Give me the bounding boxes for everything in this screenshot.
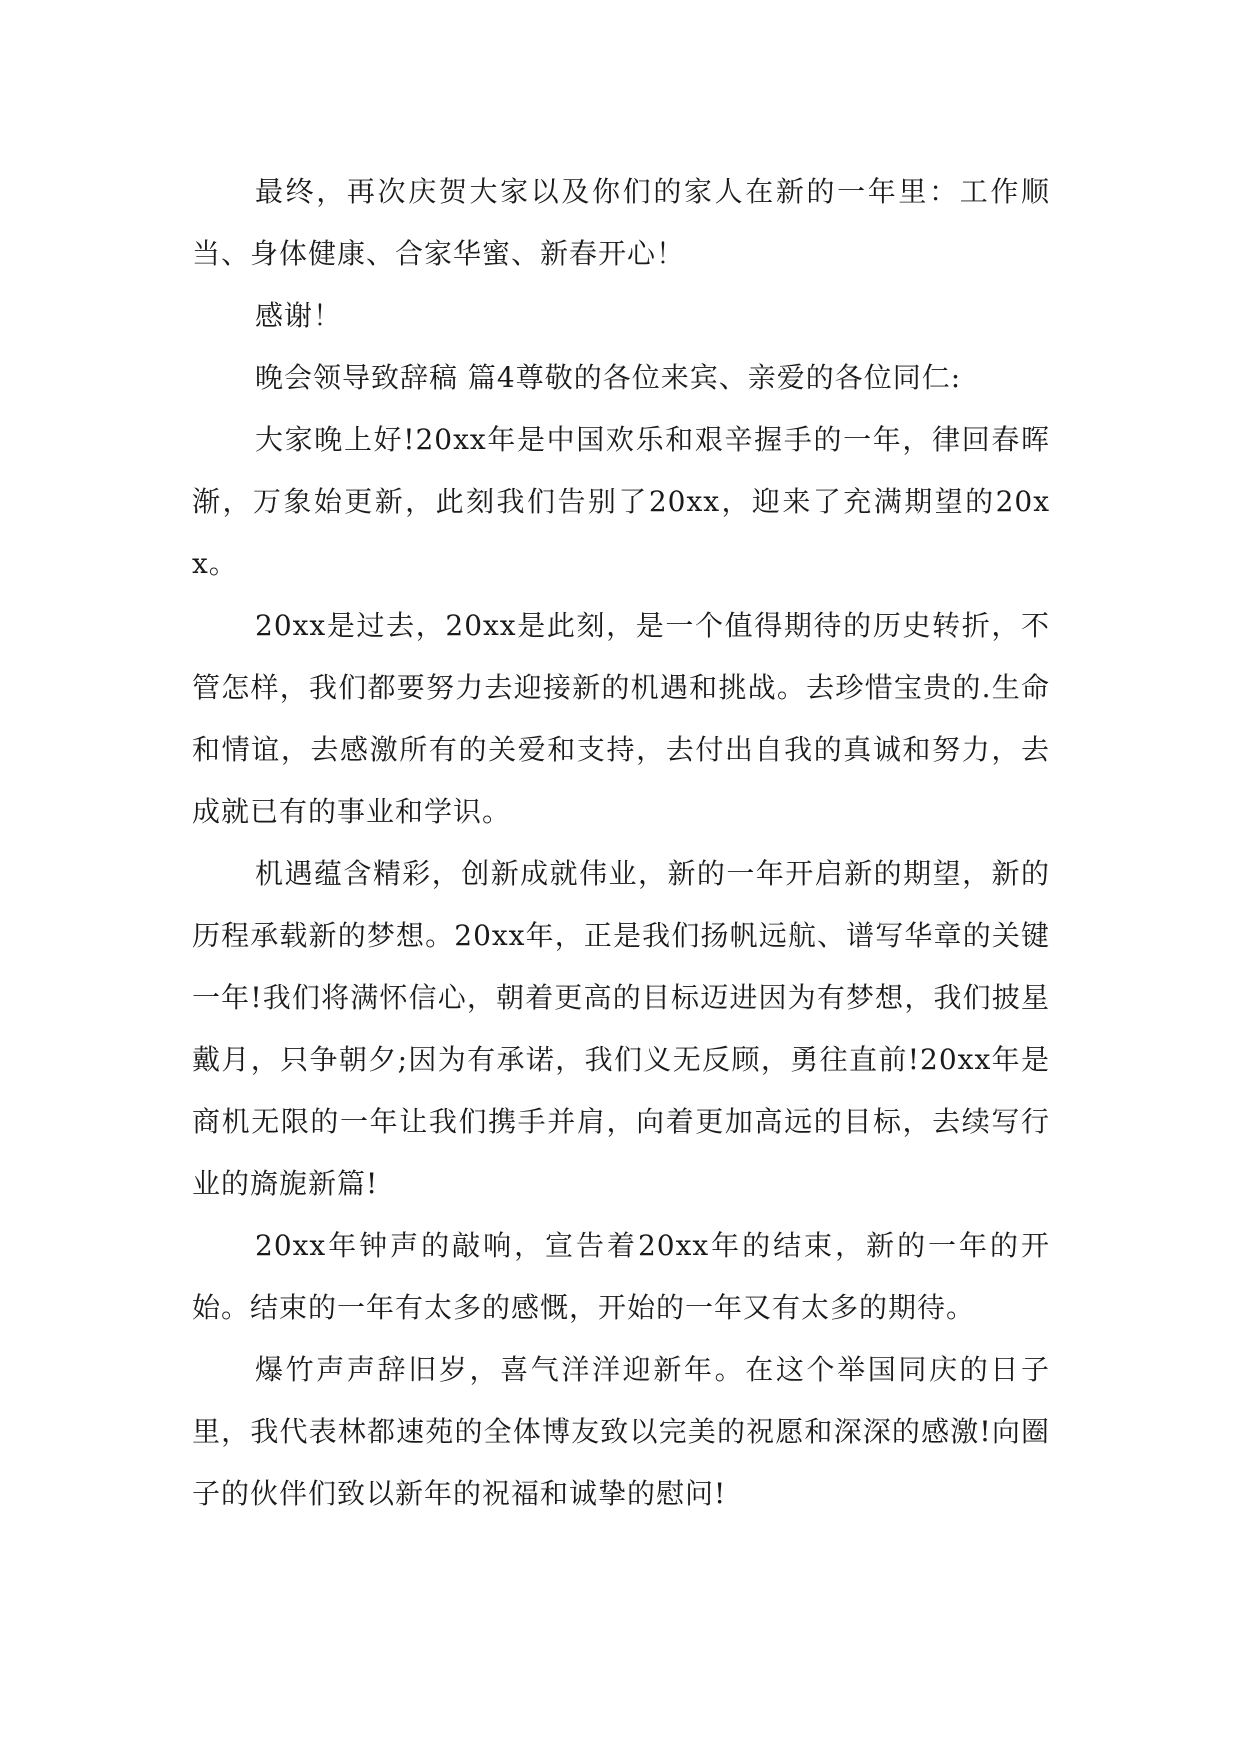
document-body <box>192 161 1050 1525</box>
paragraph-speech-heading: 晚会领导致辞稿 篇4尊敬的各位来宾、亲爱的各位同仁: <box>255 361 962 394</box>
paragraph-greeting: 大家晚上好!20xx年是中国欢乐和艰辛握手的一年，律回春晖渐，万象始更新，此刻我们告别了20xx，迎来了充满期望的20xx。 <box>192 423 1050 580</box>
paragraph-opportunity: 机遇蕴含精彩，创新成就伟业，新的一年开启新的期望，新的历程承载新的梦想。20xx年，正是我们扬帆远航、谱写华章的关键一年!我们将满怀信心，朝着更高的目标迈进因为有梦想，我们披星戴月，只争朝夕;因为有承诺，我们义无反顾，勇往直前!20xx年是商机无限的一年让我们携手并肩，向着更加高远的目标，去续写行业的旖旎新篇! <box>192 857 1050 1200</box>
paragraph-turning-point: 20xx是过去，20xx是此刻，是一个值得期待的历史转折，不管怎样，我们都要努力去迎接新的机遇和挑战。去珍惜宝贵的.生命和情谊，去感激所有的关爱和支持，去付出自我的真诚和努力，去成就已有的事业和学识。 <box>192 609 1050 828</box>
paragraph-firecrackers: 爆竹声声辞旧岁，喜气洋洋迎新年。在这个举国同庆的日子里，我代表林都速苑的全体博友致以完美的祝愿和深深的感激!向圈子的伙伴们致以新年的祝福和诚挚的慰问! <box>192 1353 1050 1510</box>
paragraph-bell: 20xx年钟声的敲响，宣告着20xx年的结束，新的一年的开始。结束的一年有太多的感慨，开始的一年又有太多的期待。 <box>192 1229 1050 1324</box>
paragraph-closing-wishes: 最终，再次庆贺大家以及你们的家人在新的一年里：工作顺当、身体健康、合家华蜜、新春开心！ <box>192 175 1050 270</box>
paragraph-thanks: 感谢！ <box>255 299 343 332</box>
